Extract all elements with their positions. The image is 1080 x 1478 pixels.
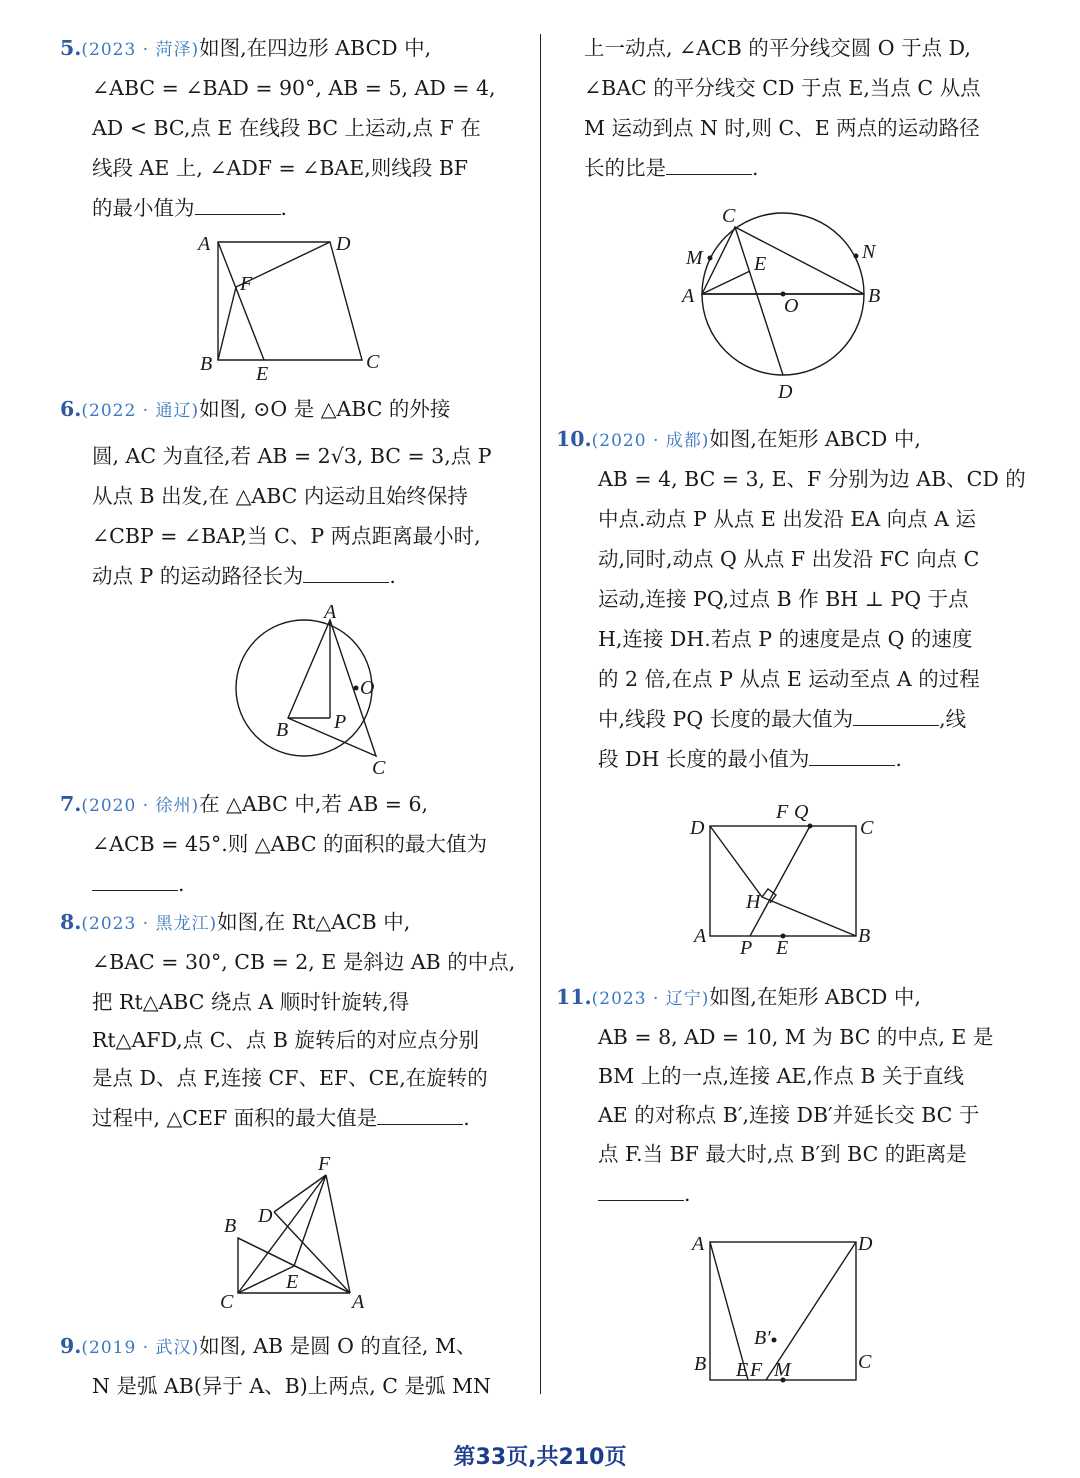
problem-text: 把 Rt△ABC 绕点 A 顺时针旋转,得 bbox=[92, 990, 410, 1014]
answer-blank[interactable] bbox=[809, 747, 895, 766]
problem-source: (2023 · 菏泽) bbox=[81, 40, 200, 60]
label-A: A bbox=[694, 925, 707, 947]
label-D: D bbox=[858, 1233, 873, 1255]
problem-text: 过程中, △CEF 面积的最大值是 bbox=[92, 1106, 378, 1130]
problem-text: 的 2 倍,在点 P 从点 E 运动至点 A 的过程 bbox=[598, 667, 980, 691]
answer-blank[interactable] bbox=[598, 1182, 684, 1201]
answer-blank[interactable] bbox=[377, 1106, 463, 1125]
figure-6 bbox=[210, 600, 430, 780]
problem-text: 从点 B 出发,在 △ABC 内运动且始终保持 bbox=[92, 484, 468, 508]
label-F: F bbox=[776, 801, 789, 823]
problem-text: ∠BAC 的平分线交 CD 于点 E,当点 C 从点 bbox=[584, 76, 981, 100]
label-P: P bbox=[740, 937, 753, 959]
problem-number: 7. bbox=[60, 792, 82, 816]
point-B-prime bbox=[772, 1338, 777, 1343]
problem-text: 运动,连接 PQ,过点 B 作 BH ⊥ PQ 于点 bbox=[598, 587, 969, 611]
problem-source: (2022 · 通辽) bbox=[81, 401, 200, 421]
problem-text: AB = 4, BC = 3, E、F 分别为边 AB、CD 的 bbox=[598, 467, 1026, 491]
problem-number: 10. bbox=[556, 427, 592, 451]
answer-blank[interactable] bbox=[666, 156, 752, 175]
problem-source: (2020 · 徐州) bbox=[81, 796, 200, 816]
problem-source: (2020 · 成都) bbox=[591, 431, 710, 451]
problem-text: 如图,在矩形 ABCD 中, bbox=[709, 427, 921, 451]
label-D: D bbox=[258, 1205, 273, 1227]
label-B: B bbox=[276, 719, 289, 741]
answer-blank[interactable] bbox=[195, 196, 281, 215]
problem-text: 的最小值为 bbox=[92, 196, 195, 220]
center-dot bbox=[354, 686, 359, 691]
problem-text: 点 F.当 BF 最大时,点 B′到 BC 的距离是 bbox=[598, 1142, 967, 1166]
label-F: F bbox=[318, 1153, 331, 1175]
problem-text: AB = 8, AD = 10, M 为 BC 的中点, E 是 bbox=[598, 1025, 994, 1049]
point-Q bbox=[808, 824, 813, 829]
problem-text: N 是弧 AB(异于 A、B)上两点, C 是弧 MN bbox=[92, 1374, 491, 1398]
end-mark: . bbox=[463, 1106, 470, 1130]
problem-text: ∠ACB = 45°.则 △ABC 的面积的最大值为 bbox=[92, 832, 488, 856]
problem-text: ∠BAC = 30°, CB = 2, E 是斜边 AB 的中点, bbox=[92, 950, 516, 974]
label-E: E bbox=[754, 253, 767, 275]
label-B: B bbox=[224, 1215, 237, 1237]
answer-blank[interactable] bbox=[853, 707, 939, 726]
end-mark: . bbox=[684, 1182, 691, 1206]
page-footer: 第33页,共210页 bbox=[453, 1445, 627, 1470]
problem-source: (2023 · 辽宁) bbox=[591, 989, 710, 1009]
problem-number: 6. bbox=[60, 397, 82, 421]
problem-text: 如图, AB 是圆 O 的直径, M、 bbox=[199, 1334, 477, 1358]
label-A: A bbox=[352, 1291, 365, 1313]
problem-text: 中点.动点 P 从点 E 出发沿 EA 向点 A 运 bbox=[598, 507, 976, 531]
problem-text: Rt△AFD,点 C、点 B 旋转后的对应点分别 bbox=[92, 1028, 479, 1052]
label-A: A bbox=[198, 233, 211, 255]
label-B: B bbox=[694, 1353, 707, 1375]
problem-text: 段 DH 长度的最小值为 bbox=[598, 747, 810, 771]
problem-text: 动,同时,动点 Q 从点 F 出发沿 FC 向点 C bbox=[598, 547, 980, 571]
problem-text: H,连接 DH.若点 P 的速度是点 Q 的速度 bbox=[598, 627, 973, 651]
label-P: P bbox=[334, 711, 347, 733]
problem-source: (2019 · 武汉) bbox=[81, 1338, 200, 1358]
end-mark: . bbox=[280, 196, 288, 220]
label-E: E bbox=[256, 363, 269, 385]
column-divider bbox=[540, 34, 541, 1394]
label-F: F bbox=[240, 273, 253, 295]
label-M: M bbox=[686, 247, 703, 269]
label-E: E bbox=[736, 1359, 749, 1381]
label-E: E bbox=[286, 1271, 299, 1293]
label-C: C bbox=[366, 351, 380, 373]
label-D: D bbox=[690, 817, 705, 839]
problem-text: ∠CBP = ∠BAP,当 C、P 两点距离最小时, bbox=[92, 524, 481, 548]
figure-8 bbox=[220, 1150, 440, 1320]
point-N bbox=[854, 254, 859, 259]
label-B: B bbox=[200, 353, 213, 375]
problem-text: AD < BC,点 E 在线段 BC 上运动,点 F 在 bbox=[92, 116, 481, 140]
problem-text: BM 上的一点,连接 AE,作点 B 关于直线 bbox=[598, 1064, 964, 1088]
problem-number: 8. bbox=[60, 910, 82, 934]
problem-number: 11. bbox=[556, 985, 592, 1009]
label-C: C bbox=[722, 205, 736, 227]
problem-text: 线段 AE 上, ∠ADF = ∠BAE,则线段 BF bbox=[92, 156, 469, 180]
point-M bbox=[708, 256, 713, 261]
end-mark: . bbox=[895, 747, 902, 771]
label-A: A bbox=[692, 1233, 705, 1255]
end-mark: . bbox=[752, 156, 759, 180]
answer-blank[interactable] bbox=[92, 872, 178, 891]
label-O: O bbox=[360, 677, 375, 699]
label-E: E bbox=[776, 937, 789, 959]
end-mark: . bbox=[178, 872, 185, 896]
label-B: B bbox=[868, 285, 881, 307]
problem-source: (2023 · 黑龙江) bbox=[81, 914, 218, 934]
problem-text: M 运动到点 N 时,则 C、E 两点的运动路径 bbox=[584, 116, 980, 140]
problem-text: AE 的对称点 B′,连接 DB′并延长交 BC 于 bbox=[598, 1103, 980, 1127]
answer-blank[interactable] bbox=[303, 564, 389, 583]
problem-number: 9. bbox=[60, 1334, 82, 1358]
figure-10 bbox=[688, 796, 888, 966]
mid-text: ,线 bbox=[939, 707, 967, 731]
label-C: C bbox=[372, 757, 386, 779]
label-M: M bbox=[774, 1359, 791, 1381]
label-B: B bbox=[858, 925, 871, 947]
problem-text: 如图,在矩形 ABCD 中, bbox=[709, 985, 921, 1009]
label-F: F bbox=[750, 1359, 763, 1381]
problem-text: 如图,在四边形 ABCD 中, bbox=[199, 36, 432, 60]
figure-11 bbox=[688, 1222, 888, 1392]
problem-text: 在 △ABC 中,若 AB = 6, bbox=[199, 792, 429, 816]
problem-text: 动点 P 的运动路径长为 bbox=[92, 564, 304, 588]
end-mark: . bbox=[389, 564, 396, 588]
label-D: D bbox=[336, 233, 351, 255]
problem-text: ∠ABC = ∠BAD = 90°, AB = 5, AD = 4, bbox=[92, 76, 496, 100]
label-A: A bbox=[324, 601, 337, 623]
problem-text: 是点 D、点 F,连接 CF、EF、CE,在旋转的 bbox=[92, 1066, 488, 1090]
label-O: O bbox=[784, 295, 799, 317]
problem-text: 如图, ⊙O 是 △ABC 的外接 bbox=[199, 397, 451, 421]
figure-5 bbox=[190, 228, 460, 388]
problem-text: 如图,在 Rt△ACB 中, bbox=[217, 910, 411, 934]
label-B-prime: B′ bbox=[754, 1327, 771, 1349]
label-H: H bbox=[746, 891, 761, 913]
figure-9 bbox=[678, 200, 898, 410]
problem-text: 上一动点, ∠ACB 的平分线交圆 O 于点 D, bbox=[584, 36, 971, 60]
label-Q: Q bbox=[794, 801, 809, 823]
problem-text: 长的比是 bbox=[584, 156, 666, 180]
label-D: D bbox=[778, 381, 793, 403]
label-C: C bbox=[220, 1291, 234, 1313]
label-C: C bbox=[858, 1351, 872, 1373]
problem-number: 5. bbox=[60, 36, 82, 60]
label-A: A bbox=[682, 285, 695, 307]
problem-text: 中,线段 PQ 长度的最大值为 bbox=[598, 707, 854, 731]
label-N: N bbox=[862, 241, 876, 263]
problem-text: 圆, AC 为直径,若 AB = 2√3, BC = 3,点 P bbox=[92, 444, 492, 468]
label-C: C bbox=[860, 817, 874, 839]
